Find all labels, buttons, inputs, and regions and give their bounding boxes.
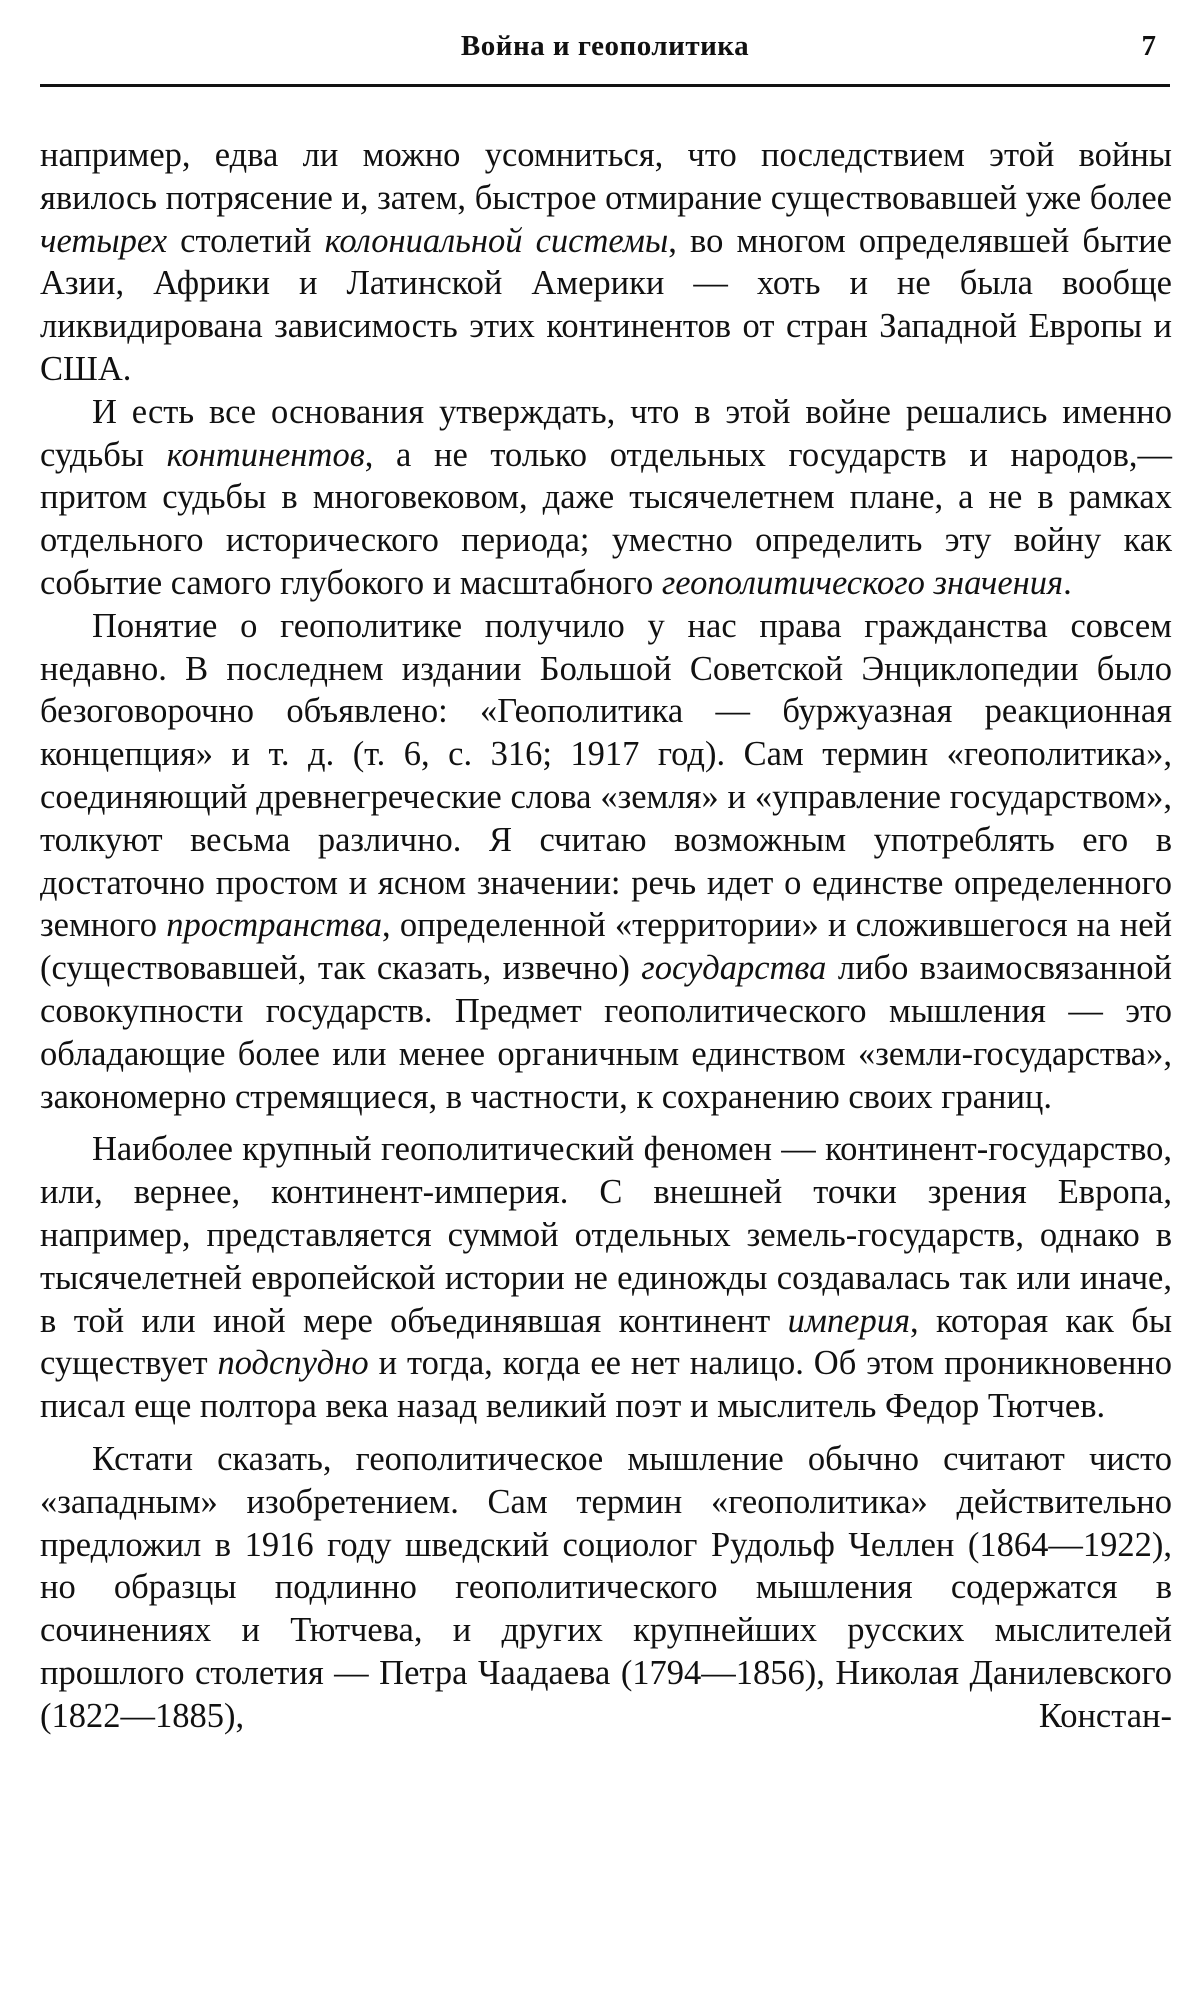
paragraph-3-text-a: Понятие о геополитике получило у нас права гражданства совсем недавно. В последнем издании Большой Советской Энциклопедии было безоговорочно объявлено: «Геополитика — буржуазная реакционная концепция» и т. д. (т. 6, с. 316; 1917 год). Сам термин «геополитика», соединяющий древнегреческие слова «земля» и «управление государством», толкуют весьма различно. Я считаю возможным употреблять его в достаточно простом и ясном значении: речь идет о единстве определенного земного — [40, 606, 1172, 945]
paragraph-3-text-b: , определенной «территории» и сложившегося на ней (существовавшей, так сказать, извечно) — [40, 906, 1172, 988]
header-rule — [40, 84, 1170, 87]
paragraph-4-text-b: , которая как бы существует — [40, 1301, 1173, 1383]
paragraph-4-italic-a: империя — [787, 1301, 910, 1340]
paragraph-3-text-c: либо взаимосвязанной совокупности государств. Предмет геополитического мышления — это обладающие более или менее органичным единством «земли-государства», закономерно стремящиеся, в частности, к сохранению своих границ. — [40, 949, 1172, 1116]
paragraph-3-italic-b: государства — [641, 949, 827, 988]
running-header — [40, 30, 1170, 80]
paragraph-4 — [40, 1128, 1172, 1428]
body-text — [40, 134, 1172, 1737]
paragraph-1-italic-a: четырех — [40, 221, 168, 260]
page-number: 7 — [1141, 30, 1156, 62]
paragraph-1-text-b: столетий — [167, 221, 325, 260]
paragraph-2-italic-b: геополитического значения — [661, 563, 1064, 602]
paragraph-1-text-c: , во многом определявшей бытие Азии, Африки и Латинской Америки — хоть и не была вообще ликвидирована зависимость этих континентов от стран Западной Европы и США. — [40, 221, 1172, 388]
paragraph-2-text-a: И есть все основания утверждать, что в этой войне решались именно судьбы — [40, 392, 1172, 474]
paragraph-5 — [40, 1438, 1172, 1738]
paragraph-3-italic-a: пространства — [166, 906, 383, 945]
paragraph-3 — [40, 605, 1172, 1119]
paragraph-1 — [40, 134, 1172, 391]
running-title: Война и геополитика — [460, 30, 750, 62]
paragraph-2 — [40, 391, 1172, 605]
paragraph-1-text-a: например, едва ли можно усомниться, что последствием этой войны явилось потрясение и, затем, быстрое отмирание существовавшей уже более — [40, 136, 1172, 217]
paragraph-2-text-c: . — [1063, 563, 1072, 602]
paragraph-5-text: Кстати сказать, геополитическое мышление обычно считают чисто «западным» изобретением. Сам термин «геополитика» действительно предложил в 1916 году шведский социолог Рудольф Челлен (1864—1922), но образцы подлинно геополитического мышления содержатся в сочинениях и Тютчева, и других крупнейших русских мыслителей прошлого столетия — Петра Чаадаева (1794—1856), Николая Данилевского (1822—1885), Констан- — [40, 1439, 1172, 1735]
paragraph-4-text-a: Наиболее крупный геополитический феномен — континент-государство, или, вернее, континент-империя. С внешней точки зрения Европа, например, представляется суммой отдельных земель-государств, однако в тысячелетней европейской истории не единожды создавалась так или иначе, в той или иной мере объединявшая континент — [40, 1130, 1172, 1340]
paragraph-2-text-b: , а не только отдельных государств и народов,— притом судьбы в многовековом, даже тысячелетнем плане, а не в рамках отдельного исторического периода; уместно определить эту войну как событие самого глубокого и масштабного — [40, 435, 1172, 602]
paragraph-4-italic-b: подспудно — [217, 1344, 369, 1383]
paragraph-1-italic-b: колониальной системы — [324, 221, 669, 260]
paragraph-4-text-c: и тогда, когда ее нет налицо. Об этом проникновенно писал еще полтора века назад великий поэт и мыслитель Федор Тютчев. — [40, 1344, 1173, 1426]
paragraph-2-italic-a: континентов — [166, 435, 365, 474]
